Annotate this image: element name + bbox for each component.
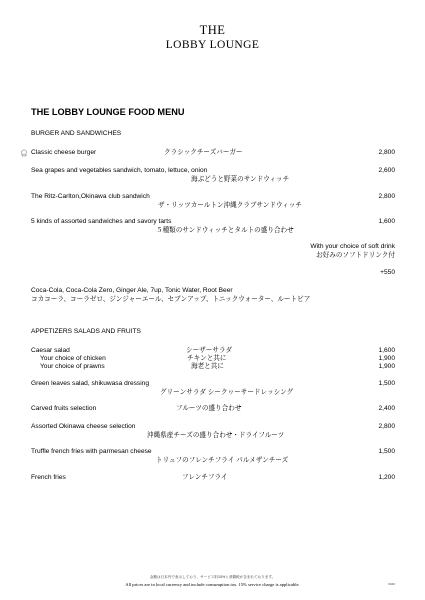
- item-caesar-jp: シーザーサラダ: [186, 347, 233, 354]
- footer-note-en: All prices are in local currency and include consumption tax. 15% service charge is applicable.: [125, 582, 300, 587]
- item-sea-grapes-price: 2,600: [378, 167, 395, 174]
- item-caesar-price: 1,600: [378, 347, 395, 354]
- item-caesar-chicken-jp: チキンと共に: [187, 355, 227, 362]
- item-cheese-burger-en: Classic cheese burger: [31, 149, 97, 156]
- logo-the: THE: [199, 23, 226, 37]
- chef-hat-icon: [21, 149, 27, 157]
- item-cheese-price: 2,800: [378, 423, 395, 430]
- item-french-fries-price: 1,200: [378, 474, 395, 481]
- item-tarts-price: 1,600: [378, 218, 395, 225]
- item-sea-grapes-en: Sea grapes and vegetables sandwich, tomato, lettuce, onion: [31, 167, 208, 174]
- item-fruits-jp: フルーツの盛り合わせ: [176, 405, 242, 412]
- item-tarts-jp: ５種類のサンドウィッチとタルトの盛り合わせ: [156, 227, 294, 234]
- section-burgers: BURGER AND SANDWICHES: [31, 130, 122, 137]
- item-fruits-price: 2,400: [378, 405, 395, 412]
- item-green-salad-jp: グリーンサラダ シークヮーサードレッシング: [160, 389, 294, 396]
- soft-drink-price: +550: [380, 269, 395, 276]
- section-appetizers: APPETIZERS SALADS AND FRUITS: [31, 328, 141, 335]
- item-french-fries-jp: フレンチフライ: [182, 474, 228, 481]
- item-truffle-fries-jp: トリュフのフレンチフライ パルメザンチーズ: [156, 457, 289, 464]
- item-caesar-prawns-jp: 海老と共に: [191, 363, 224, 370]
- item-fruits-en: Carved fruits selection: [31, 405, 97, 412]
- item-cheese-en: Assorted Okinawa cheese selection: [31, 423, 136, 430]
- item-club-sandwich-jp: ザ・リッツカールトン沖縄クラブサンドウィッチ: [158, 202, 302, 209]
- footer-code: 0040: [388, 582, 395, 586]
- item-club-sandwich-en: The Ritz-Carlton,Okinawa club sandwich: [31, 193, 150, 200]
- item-caesar-prawns-price: 1,900: [378, 363, 395, 370]
- item-french-fries-en: French fries: [31, 474, 66, 481]
- drinks-list-jp: コカコーラ、コーラゼロ、ジンジャーエール、セブンアップ、トニックウォーター、ルートビア: [31, 296, 311, 303]
- item-green-salad-price: 1,500: [378, 380, 395, 387]
- logo-name: LOBBY LOUNGE: [165, 39, 260, 51]
- footer-note-jp: 金額は日本円で表示しており、サービス料15%と消費税が含まれております。: [149, 575, 276, 579]
- item-sea-grapes-jp: 海ぶどうと野菜のサンドウィッチ: [191, 176, 290, 183]
- item-caesar-chicken-en: Your choice of chicken: [40, 355, 106, 362]
- item-tarts-en: 5 kinds of assorted sandwiches and savory tarts: [31, 218, 172, 225]
- soft-drink-en: With your choice of soft drink: [310, 243, 395, 250]
- item-truffle-fries-en: Truffle french fries with parmesan cheese: [31, 448, 152, 455]
- menu-title: THE LOBBY LOUNGE FOOD MENU: [31, 107, 185, 117]
- item-cheese-burger-price: 2,800: [378, 149, 395, 156]
- item-caesar-en: Caesar salad: [31, 347, 70, 354]
- item-cheese-jp: 沖縄県産チーズの盛り合わせ・ドライフルーツ: [147, 432, 285, 439]
- drinks-list-en: Coca-Cola, Coca-Cola Zero, Ginger Ale, 7up, Tonic Water, Root Beer: [31, 287, 233, 294]
- item-truffle-fries-price: 1,500: [378, 448, 395, 455]
- item-green-salad-en: Green leaves salad, shikuwasa dressing: [31, 380, 150, 387]
- item-caesar-prawns-en: Your choice of prawns: [40, 363, 105, 370]
- item-club-sandwich-price: 2,800: [378, 193, 395, 200]
- item-cheese-burger-jp: クラシックチーズバーガー: [164, 149, 243, 156]
- item-caesar-chicken-price: 1,900: [378, 355, 395, 362]
- soft-drink-jp: お好みのソフトドリンク付: [316, 252, 395, 259]
